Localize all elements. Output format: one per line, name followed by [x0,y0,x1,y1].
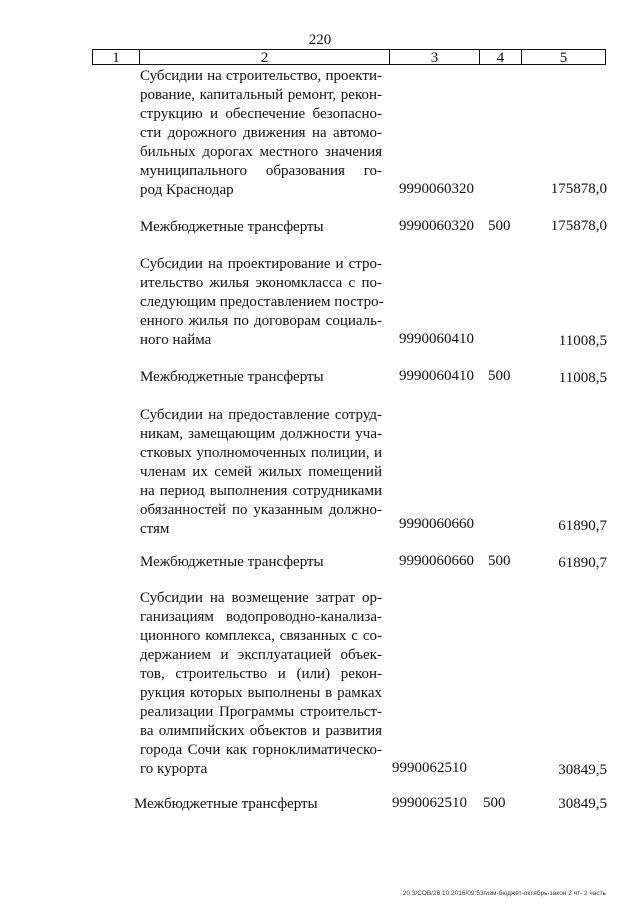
row-expense-type: 500 [488,218,511,234]
row-code: 9990060320 [399,218,474,234]
row-description [134,795,376,814]
description-line: Субсидии на предоставление сотруд- [140,407,382,423]
document-footer: 20.3/СОВ/28.10.2016/09:53/изм-бюджет-октябрь-закон 2 чт- 2 часть [402,890,606,897]
column-header-3: 3 [390,50,480,64]
row-code: 9990060660 [399,553,474,569]
description-line: Межбюджетные трансферты [140,554,324,570]
description-line: Субсидии на проектирование и стро- [140,256,382,272]
description-line: ционного комплекса, связанных с со- [140,628,382,644]
description-line: род Краснодар [140,182,234,198]
row-expense-type: 500 [488,368,511,384]
description-line: енного жилья по договорам социаль- [140,313,382,329]
description-line: стковых уполномоченных полиции, и [140,445,382,461]
description-line: го курорта [140,761,208,777]
row-description [140,406,382,539]
description-line: муниципального образования го- [140,163,382,179]
description-line: тов, строительство и (или) рекон- [140,666,382,682]
row-description [140,368,382,387]
row-description [140,255,382,350]
description-line: реализации Программы строительст- [140,704,382,720]
column-header-row [92,49,606,65]
description-line: обязанностей по указанным должно- [140,502,382,518]
row-amount: 175878,0 [550,181,607,197]
row-code: 9990060660 [399,516,474,532]
row-code: 9990060320 [399,181,474,197]
description-line: держанием и эксплуатацией объек- [140,647,382,663]
description-line: Межбюджетные трансферты [134,796,318,812]
row-amount: 11008,5 [558,333,607,349]
description-line: следующим предоставлением постро- [140,294,384,310]
row-code: 9990060410 [399,368,474,384]
page-number: 220 [308,32,332,48]
row-code: 9990060410 [399,331,474,347]
description-line: ительство жилья экономкласса с по- [140,275,382,291]
row-amount: 30849,5 [558,762,607,778]
description-line: никам, замещающим должности уча- [140,426,382,442]
row-expense-type: 500 [488,553,511,569]
description-line: Межбюджетные трансферты [140,369,324,385]
row-code: 9990062510 [392,760,467,776]
row-description [140,218,382,237]
description-line: бильных дорогах местного значения [140,144,382,160]
description-line: ганизациям водопроводно-канализа- [140,609,382,625]
row-amount: 61890,7 [558,518,607,534]
description-line: ва олимпийских объектов и развития [140,723,382,739]
column-header-2: 2 [140,50,390,64]
description-line: ного найма [140,332,212,348]
description-line: струкцию и обеспечение безопасно- [140,106,382,122]
description-line: рукция которых выполнены в рамках [140,685,382,701]
column-header-4: 4 [480,50,522,64]
row-amount: 11008,5 [558,370,607,386]
row-description [140,553,382,572]
description-line: на период выполнения сотрудниками [140,483,382,499]
row-amount: 30849,5 [558,796,607,812]
row-code: 9990062510 [392,795,467,811]
row-expense-type: 500 [483,795,506,811]
description-line: стям [140,521,170,537]
column-header-5: 5 [559,50,568,66]
row-amount: 175878,0 [550,218,607,234]
row-description [140,589,382,779]
row-amount: 61890,7 [558,555,607,571]
description-line: Субсидии на возмещение затрат ор- [140,590,382,606]
description-line: членам их семей жилых помещений [140,464,382,480]
row-description [140,67,382,200]
description-line: города Сочи как горноклиматическо- [140,742,382,758]
description-line: рование, капитальный ремонт, рекон- [140,87,382,103]
description-line: Субсидии на строительство, проекти- [140,68,382,84]
column-header-1: 1 [93,50,140,64]
description-line: Межбюджетные трансферты [140,219,324,235]
description-line: сти дорожного движения на автомо- [140,125,382,141]
